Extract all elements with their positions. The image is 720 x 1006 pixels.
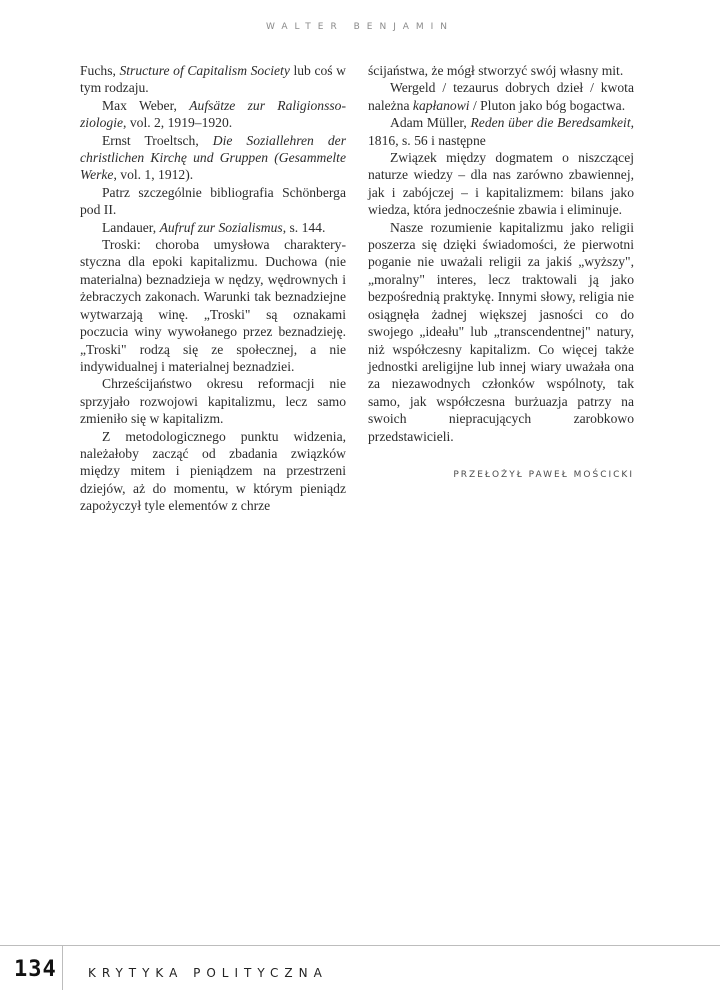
note-muller [368, 114, 634, 149]
paragraph-continuation: ścijaństwa, że mógł stworzyć swój własny mit. [368, 63, 624, 78]
book-title: Aufruf zur Sozialismus [159, 219, 283, 235]
book-title: Aufsätze zur Raligionssoziologie [80, 97, 346, 131]
note-landauer [80, 219, 346, 236]
paragraph-religion: Nasze rozumienie kapitalizmu jako religii poszerza się dzięki świadomości, że pierwotni poganie nie uważali religii za jakiś „wyższy", „moralny" interes, lecz traktowali ją jako bezpośrednią praktykę. Innymi słowy, religia nie osiągnęła żadnej większej jasności co do swojego „ideału" lub „transcendentnej" natury, niż współczesny kapitalizm. Co więcej także jednostki areligijne lub innej wiary uważała ona za niezawodnych członków wspólnoty, tak samo, jak współczesna burżuazja patrzy na swoich niepracujących zarobkowo przedstawicieli. [368, 219, 634, 444]
footer-rule [0, 945, 720, 946]
paragraph-reformation: Chrześcijaństwo okresu reformacji nie sprzyjało rozwojowi kapitalizmu, lecz samo zmieniło się w kapitalizm. [80, 376, 346, 427]
magazine-title: KRYTYKA POLITYCZNA [88, 966, 328, 980]
note-text: , s. 144. [282, 219, 326, 235]
note-text: , 1816, s. 56 i następne [368, 115, 634, 148]
note-text: Fuchs, [80, 63, 120, 78]
note-weber [80, 97, 346, 132]
note-text: Ernst Troeltsch, [102, 132, 213, 148]
page-number: 134 [14, 957, 57, 982]
note-text: lub coś w tym rodzaju. [80, 63, 346, 96]
note-text: , vol. 1, 1912). [113, 167, 194, 183]
translator-credit: PRZEŁOŻYŁ PAWEŁ MOŚCICKI [453, 469, 634, 480]
right-column [368, 62, 634, 484]
book-title: Die Soziallehren der christlichen Kirchę und Gruppen (Gesammelte Werke [80, 132, 346, 183]
running-head: WALTER BENJAMIN [265, 22, 455, 32]
note-schonberg: Patrz szczególnie bibliografia Schönberga pod II. [80, 184, 346, 218]
note-troeltsch [80, 132, 346, 184]
note-text: / Pluton jako bóg bogactwa. [469, 97, 626, 113]
book-title: Reden über die Beredsamkeit [470, 115, 631, 131]
note-wergeld [368, 79, 634, 114]
note-text: Wergeld / tezaurus dobrych dzieł / kwota należna [368, 80, 634, 113]
note-text: Landauer, [102, 219, 160, 235]
book-title: Structure of Capitalism Society [119, 63, 290, 78]
paragraph-methodology: Z metodologicznego punktu widzenia, należałoby zacząć od zbadania związków między mitem i pieniądzem na przestrzeni dziejów, aż do momentu, w którym pieniądz zapożyczył tyle elementów z chrze [80, 428, 346, 514]
emphasis: kapłanowi [412, 97, 470, 113]
note-text: Adam Müller, [390, 115, 471, 131]
note-text: Max Weber, [102, 97, 190, 113]
paragraph-troski: Troski: choroba umysłowa charakterystyczna dla epoki kapitalizmu. Duchowa (nie materialna) beznadzieja w nędzy, wędrownych i żebraczych zakonach. Warunki tak beznadziejne wytwarzają winę. „Troski" są oznakami poczucia winy wywołanego przez beznadzieję. „Troski" rodzą się ze społecznej, a nie indywidualnej i materialnej beznadziei. [80, 237, 346, 374]
left-column [80, 62, 346, 515]
footer-divider [62, 945, 63, 990]
note-text: , vol. 2, 1919–1920. [123, 115, 233, 131]
paragraph-dogma: Związek między dogmatem o niszczącej naturze wiedzy – dla nas zarówno zbawiennej, jak i zabójczej – i kapitalizmem: bilans jako wiedza, która jednocześnie zbawia i eliminuje. [368, 150, 634, 218]
note-fuchs [80, 62, 346, 97]
